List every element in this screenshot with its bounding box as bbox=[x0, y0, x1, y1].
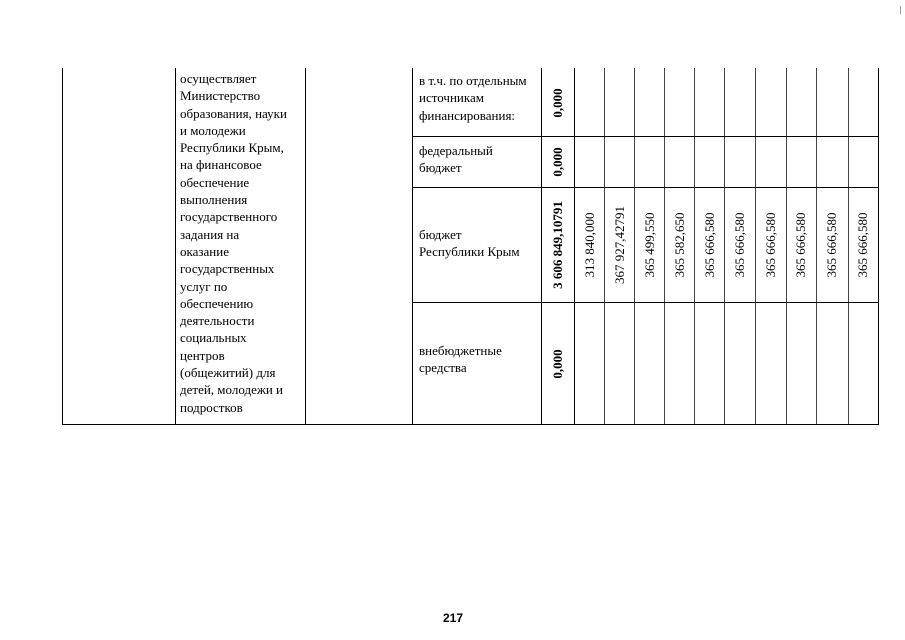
year-value: 367 927,42791 bbox=[612, 206, 627, 284]
column-divider bbox=[305, 68, 306, 425]
column-divider bbox=[574, 68, 575, 425]
source-label-extrabudgetary: внебюджетные средства bbox=[419, 343, 502, 376]
column-divider bbox=[786, 68, 787, 425]
year-value: 365 582,650 bbox=[672, 212, 687, 278]
year-value: 365 666,580 bbox=[824, 212, 839, 278]
scan-mark bbox=[900, 6, 901, 14]
table-border-right bbox=[878, 68, 879, 425]
year-value: 365 666,580 bbox=[763, 212, 778, 278]
column-divider bbox=[694, 68, 695, 425]
column-divider bbox=[664, 68, 665, 425]
total-value: 0,000 bbox=[550, 349, 565, 379]
year-value: 365 666,580 bbox=[855, 212, 870, 278]
column-divider bbox=[848, 68, 849, 425]
total-value: 0,000 bbox=[550, 88, 565, 118]
source-label-federal: федеральный бюджет bbox=[419, 143, 493, 176]
column-divider bbox=[634, 68, 635, 425]
column-divider bbox=[755, 68, 756, 425]
source-label-crimea: бюджет Республики Крым bbox=[419, 227, 520, 260]
description-cell: осуществляет Министерство образования, науки и молодежи Республики Крым, на финансовое обеспечение выполнения государственного задания на оказание государственных услуг по обеспечению деятельности социальных центров (общежитий) для детей, молодежи и подростков bbox=[180, 71, 287, 415]
year-value: 365 666,580 bbox=[732, 212, 747, 278]
total-value: 0,000 bbox=[550, 147, 565, 177]
table-border-bottom bbox=[62, 424, 879, 425]
column-divider bbox=[175, 68, 176, 425]
column-divider bbox=[541, 68, 542, 425]
row-divider bbox=[412, 302, 879, 303]
page-number: 217 bbox=[442, 611, 464, 625]
year-value: 365 666,580 bbox=[793, 212, 808, 278]
year-value: 365 666,580 bbox=[702, 212, 717, 278]
total-value: 3 606 849,10791 bbox=[550, 201, 565, 289]
column-divider bbox=[724, 68, 725, 425]
row-divider bbox=[412, 136, 879, 137]
column-divider bbox=[604, 68, 605, 425]
row-divider bbox=[412, 187, 879, 188]
year-value: 365 499,550 bbox=[642, 212, 657, 278]
table-border-left bbox=[62, 68, 63, 425]
year-value: 313 840,000 bbox=[582, 212, 597, 278]
column-divider bbox=[412, 68, 413, 425]
column-divider bbox=[816, 68, 817, 425]
source-label-total: в т.ч. по отдельным источникам финансирования: bbox=[419, 73, 527, 123]
